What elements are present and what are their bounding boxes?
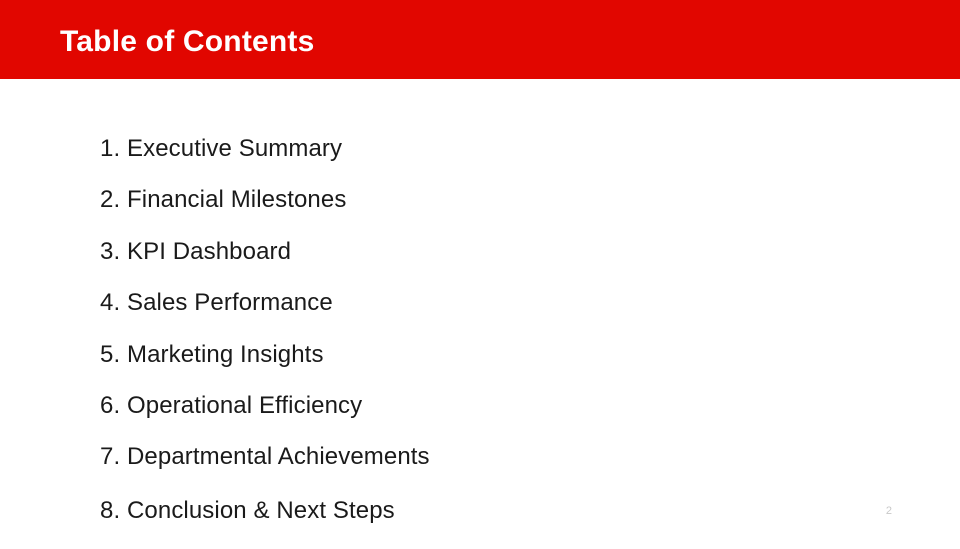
list-item-label: Sales Performance [127,289,333,317]
list-item[interactable] [100,187,860,213]
list-item-label: Departmental Achievements [127,443,430,471]
list-item[interactable] [100,290,860,316]
list-item[interactable] [100,444,860,470]
title-band [0,0,960,79]
list-item-label: Conclusion & Next Steps [127,496,395,524]
list-item[interactable] [100,393,860,419]
list-item[interactable] [100,239,860,265]
table-of-contents-list [100,136,860,549]
list-item-number: 3. [100,237,121,265]
list-item-number: 7. [100,443,121,471]
list-item-label: Operational Efficiency [127,391,363,419]
list-item[interactable] [100,136,860,162]
list-item-label: Executive Summary [127,135,343,162]
list-item-number: 5. [100,340,121,368]
list-item-number: 8. [100,496,121,524]
list-item-number: 4. [100,289,121,317]
page-title: Table of Contents [60,25,315,58]
list-item[interactable] [100,342,860,368]
list-item-number: 1. [100,135,121,162]
list-item[interactable] [100,498,860,524]
list-item-label: Financial Milestones [127,186,347,214]
list-item-number: 6. [100,391,121,419]
list-item-number: 2. [100,186,121,214]
list-item-label: Marketing Insights [127,340,324,368]
page-number: 2 [885,505,892,517]
list-item-label: KPI Dashboard [127,237,292,265]
